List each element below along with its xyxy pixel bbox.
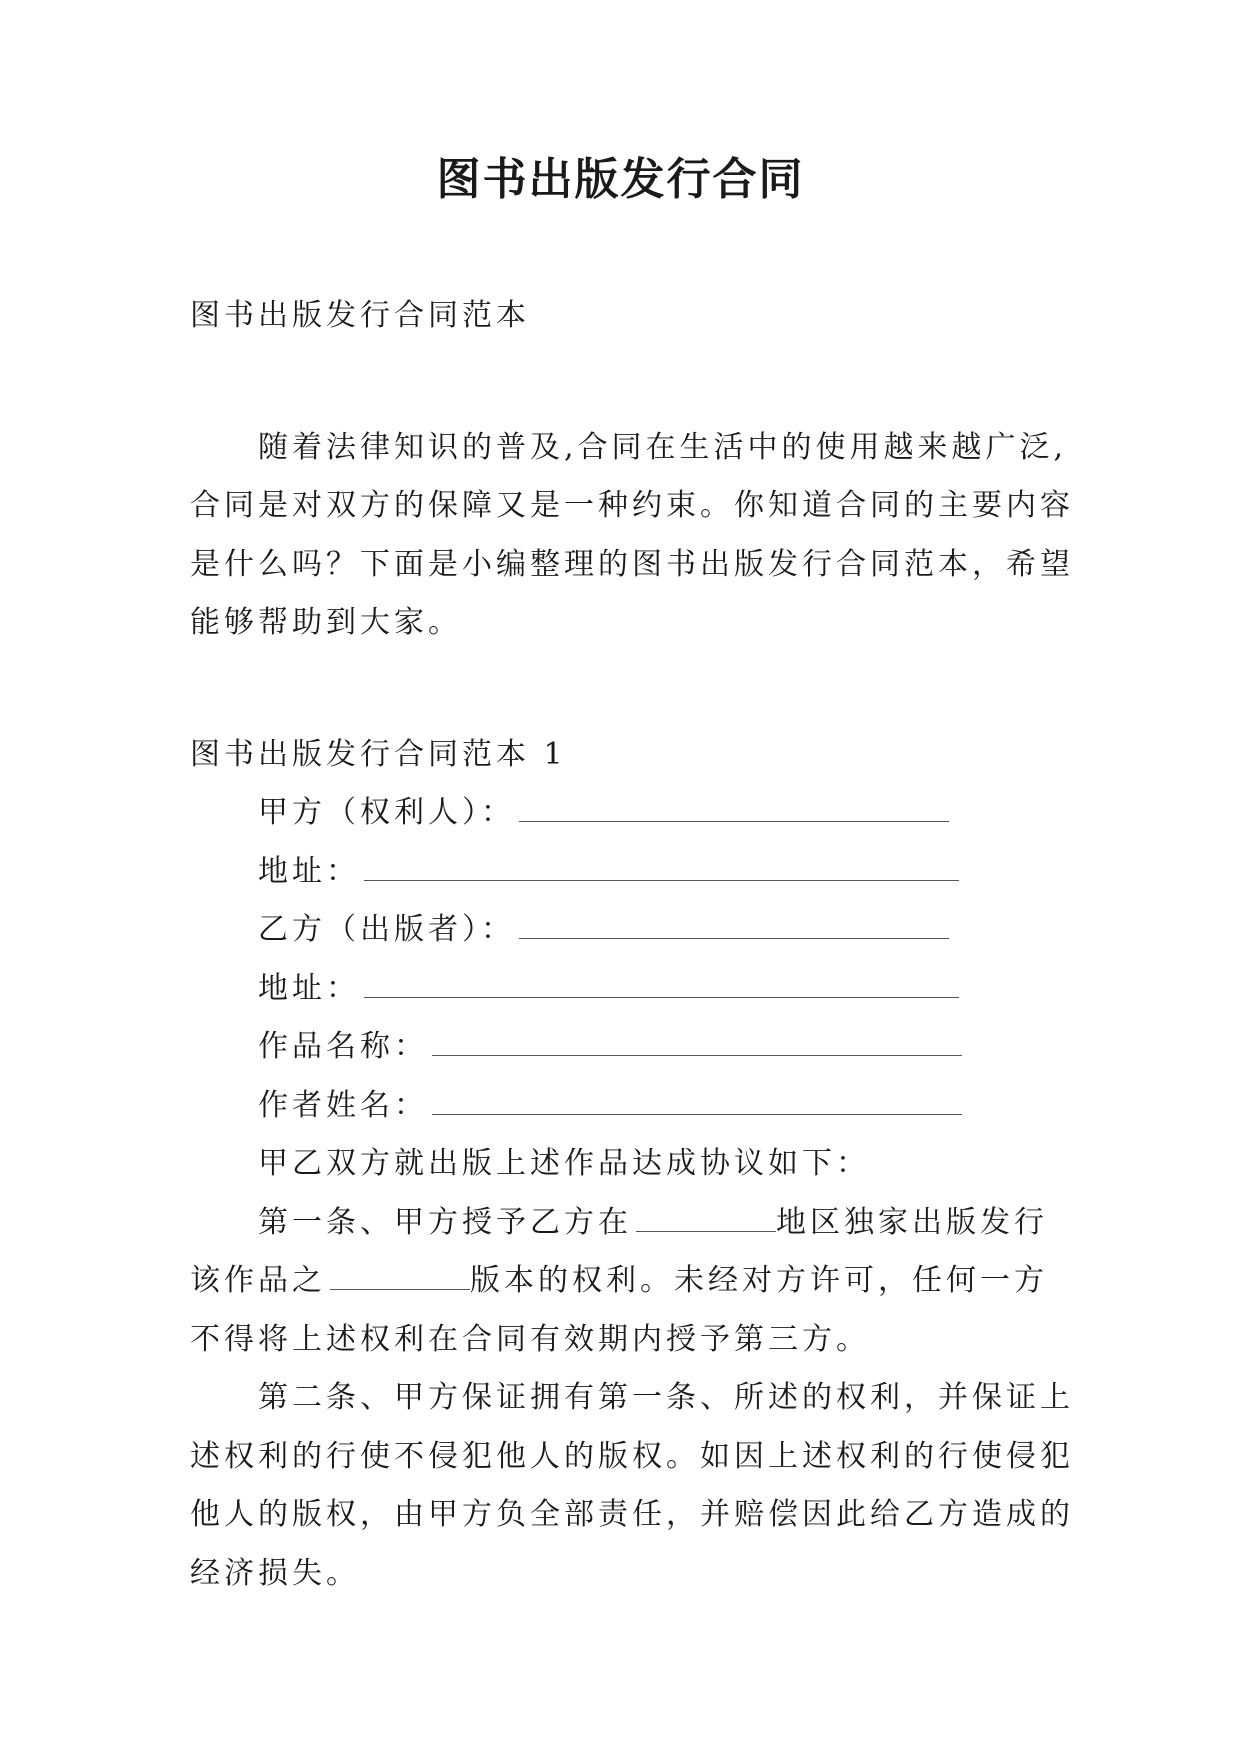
article-line: 经济损失。 bbox=[190, 1555, 360, 1591]
field-row bbox=[190, 1018, 1050, 1077]
section-heading: 图书出版发行合同范本 1 bbox=[190, 736, 567, 772]
intro-line: 是什么吗？下面是小编整理的图书出版发行合同范本，希望 bbox=[190, 546, 1074, 582]
field-label: 地址： bbox=[258, 853, 360, 889]
fill-in-blank bbox=[364, 973, 959, 998]
fill-in-blank bbox=[432, 1090, 962, 1115]
party-fields bbox=[190, 784, 1050, 1135]
article-line: 第二条、甲方保证拥有第一条、所述的权利，并保证上 bbox=[258, 1380, 1074, 1415]
field-label: 作品名称： bbox=[258, 1029, 428, 1064]
intro-line: 能够帮助到大家。 bbox=[190, 605, 462, 640]
article-text: 第一条、甲方授予乙方在 bbox=[258, 1204, 632, 1240]
fill-in-blank bbox=[519, 797, 949, 822]
field-label: 甲方（权利人）： bbox=[258, 795, 515, 830]
article-text: 地区独家出版发行 bbox=[776, 1204, 1048, 1240]
document-body bbox=[190, 287, 1074, 1603]
fill-in-blank bbox=[364, 856, 959, 881]
intro-line: 合同是对双方的保障又是一种约束。你知道合同的主要内容 bbox=[190, 488, 1074, 523]
article-line: 述权利的行使不侵犯他人的版权。如因上述权利的行使侵犯 bbox=[190, 1438, 1074, 1474]
fill-in-blank bbox=[432, 1031, 962, 1056]
document-title: 图书出版发行合同 bbox=[436, 154, 805, 205]
field-row bbox=[190, 901, 1050, 960]
field-row bbox=[190, 1077, 1050, 1136]
fill-in-blank bbox=[330, 1265, 470, 1290]
intro-paragraph bbox=[190, 419, 1074, 653]
subtitle: 图书出版发行合同范本 bbox=[190, 298, 530, 333]
spacer bbox=[190, 346, 1050, 419]
article-text: 版本的权利。未经对方许可，任何一方 bbox=[470, 1263, 1048, 1298]
article-line: 不得将上述权利在合同有效期内授予第三方。 bbox=[190, 1321, 870, 1357]
field-label: 作者姓名： bbox=[258, 1087, 428, 1123]
agreement-intro: 甲乙双方就出版上述作品达成协议如下： bbox=[258, 1146, 870, 1181]
field-label: 地址： bbox=[258, 970, 360, 1006]
fill-in-blank bbox=[636, 1207, 776, 1232]
intro-line: 随着法律知识的普及,合同在生活中的使用越来越广泛, bbox=[258, 429, 1068, 465]
article-1 bbox=[190, 1194, 1050, 1370]
spacer bbox=[190, 653, 1050, 726]
field-row bbox=[190, 843, 1050, 902]
field-row bbox=[190, 784, 1050, 843]
field-label: 乙方（出版者）： bbox=[258, 912, 515, 947]
article-2 bbox=[190, 1369, 1074, 1603]
article-line bbox=[190, 1194, 1050, 1253]
field-row bbox=[190, 960, 1050, 1019]
article-line bbox=[190, 1252, 1050, 1311]
fill-in-blank bbox=[519, 914, 949, 939]
article-text: 该作品之 bbox=[190, 1263, 326, 1298]
article-line: 他人的版权，由甲方负全部责任，并赔偿因此给乙方造成的 bbox=[190, 1497, 1074, 1532]
